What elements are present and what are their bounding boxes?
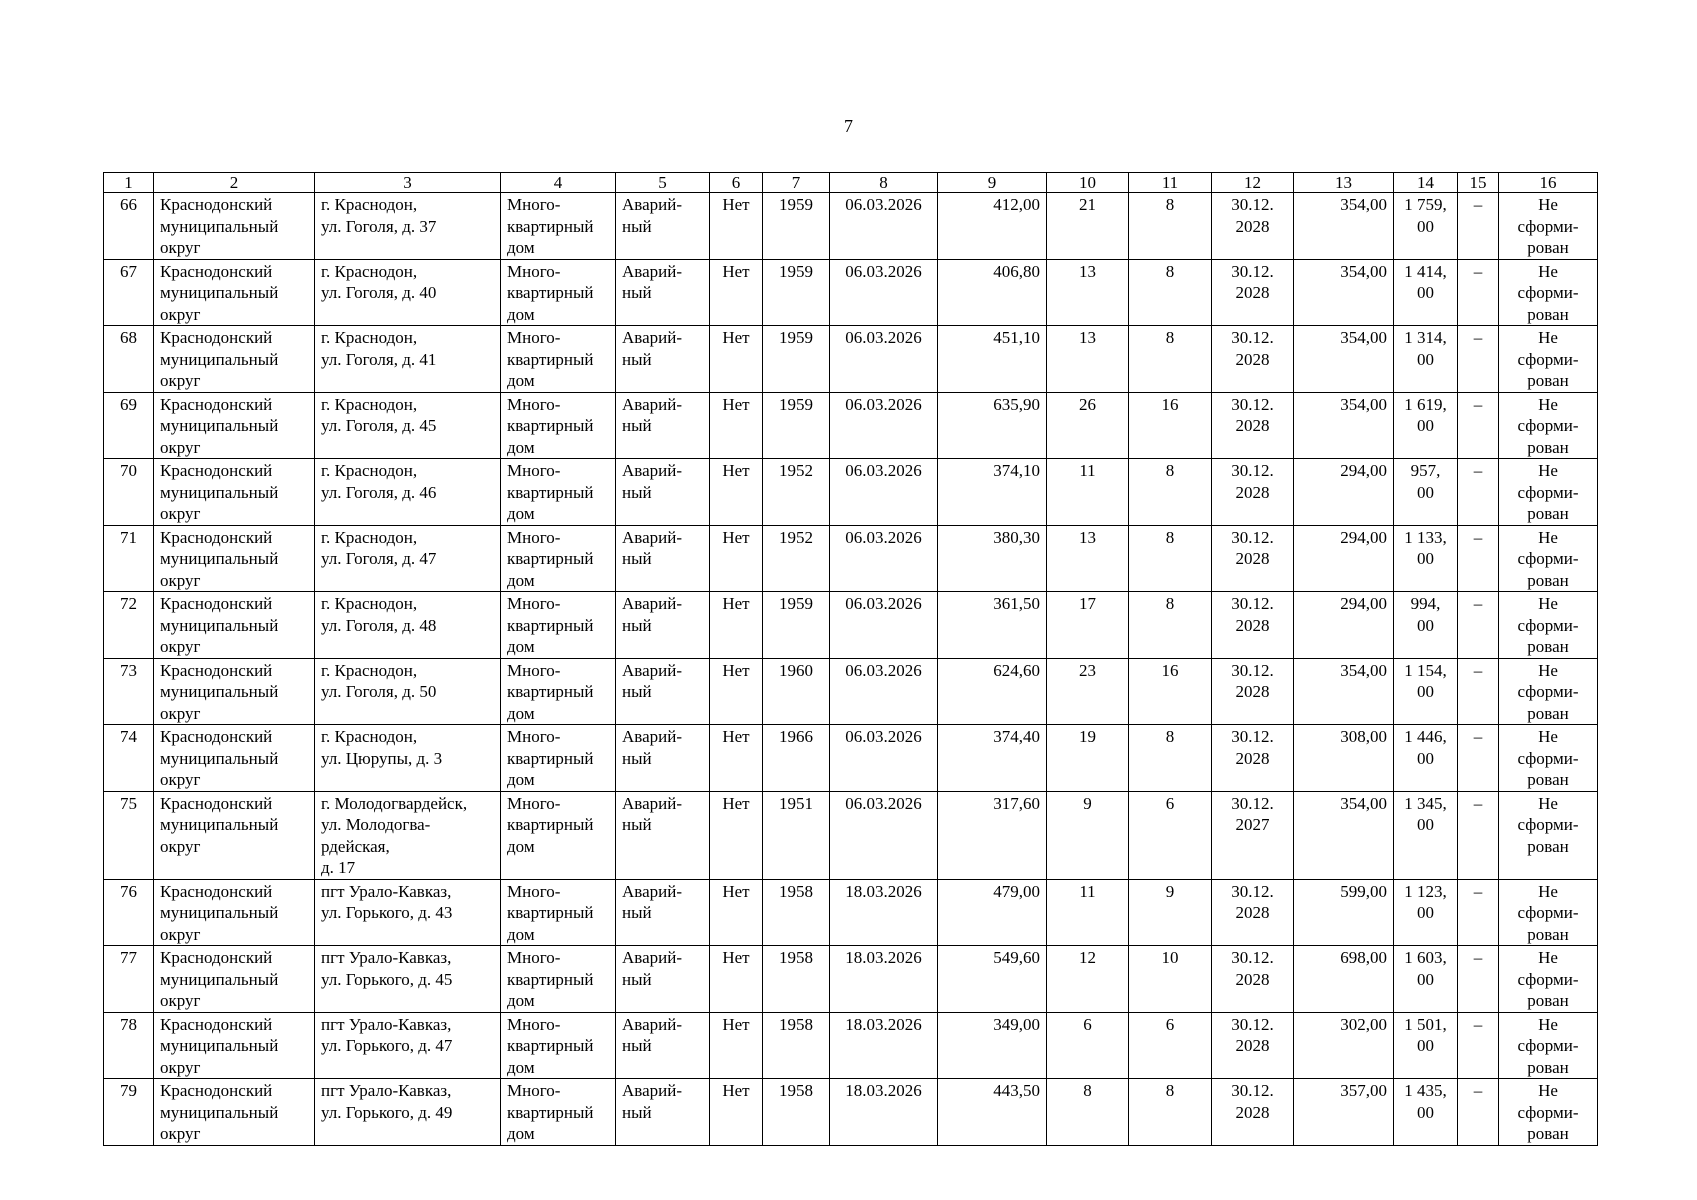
cell-status: Не сформи- рован (1499, 326, 1598, 393)
cell-cost: 354,00 (1294, 259, 1394, 326)
table-row (104, 326, 1598, 393)
cell-total: 1 123, 00 (1394, 879, 1458, 946)
cell-count-b: 10 (1129, 946, 1212, 1013)
column-header: 16 (1499, 173, 1598, 193)
cell-flag: Нет (710, 946, 763, 1013)
table-row (104, 725, 1598, 792)
cell-count-a: 12 (1047, 946, 1129, 1013)
column-header: 9 (938, 173, 1047, 193)
cell-condition: Аварий- ный (616, 1079, 710, 1146)
cell-note: – (1458, 1012, 1499, 1079)
cell-flag: Нет (710, 459, 763, 526)
cell-row-number: 71 (104, 525, 154, 592)
cell-flag: Нет (710, 392, 763, 459)
cell-municipality: Краснодонский муниципальный округ (154, 791, 315, 879)
cell-date: 06.03.2026 (830, 525, 938, 592)
header-row (104, 173, 1598, 193)
cell-flag: Нет (710, 592, 763, 659)
cell-deadline: 30.12. 2028 (1212, 946, 1294, 1013)
column-header: 14 (1394, 173, 1458, 193)
cell-address: пгт Урало-Кавказ, ул. Горького, д. 49 (315, 1079, 501, 1146)
cell-cost: 354,00 (1294, 193, 1394, 260)
cell-condition: Аварий- ный (616, 1012, 710, 1079)
cell-building-type: Много- квартирный дом (501, 525, 616, 592)
cell-year-built: 1960 (763, 658, 830, 725)
cell-status: Не сформи- рован (1499, 259, 1598, 326)
table-row (104, 592, 1598, 659)
cell-building-type: Много- квартирный дом (501, 259, 616, 326)
cell-condition: Аварий- ный (616, 326, 710, 393)
cell-count-a: 13 (1047, 525, 1129, 592)
cell-deadline: 30.12. 2028 (1212, 879, 1294, 946)
cell-note: – (1458, 392, 1499, 459)
cell-building-type: Много- квартирный дом (501, 791, 616, 879)
cell-address: пгт Урало-Кавказ, ул. Горького, д. 45 (315, 946, 501, 1013)
cell-flag: Нет (710, 1012, 763, 1079)
cell-status: Не сформи- рован (1499, 1079, 1598, 1146)
cell-count-b: 6 (1129, 791, 1212, 879)
table-row (104, 193, 1598, 260)
cell-address: г. Молодогвардейск, ул. Молодогва- рдейская, д. 17 (315, 791, 501, 879)
table-body (104, 193, 1598, 1146)
cell-area: 317,60 (938, 791, 1047, 879)
cell-flag: Нет (710, 259, 763, 326)
cell-note: – (1458, 259, 1499, 326)
cell-condition: Аварий- ный (616, 592, 710, 659)
cell-count-b: 16 (1129, 392, 1212, 459)
cell-municipality: Краснодонский муниципальный округ (154, 1012, 315, 1079)
cell-cost: 294,00 (1294, 592, 1394, 659)
column-header: 7 (763, 173, 830, 193)
cell-count-b: 8 (1129, 459, 1212, 526)
cell-count-b: 8 (1129, 326, 1212, 393)
cell-municipality: Краснодонский муниципальный округ (154, 259, 315, 326)
cell-deadline: 30.12. 2028 (1212, 326, 1294, 393)
cell-municipality: Краснодонский муниципальный округ (154, 193, 315, 260)
cell-date: 18.03.2026 (830, 946, 938, 1013)
cell-status: Не сформи- рован (1499, 658, 1598, 725)
cell-count-a: 11 (1047, 879, 1129, 946)
cell-flag: Нет (710, 1079, 763, 1146)
cell-building-type: Много- квартирный дом (501, 879, 616, 946)
column-header: 8 (830, 173, 938, 193)
cell-status: Не сформи- рован (1499, 459, 1598, 526)
cell-cost: 302,00 (1294, 1012, 1394, 1079)
cell-note: – (1458, 1079, 1499, 1146)
cell-area: 412,00 (938, 193, 1047, 260)
cell-deadline: 30.12. 2027 (1212, 791, 1294, 879)
cell-flag: Нет (710, 326, 763, 393)
cell-municipality: Краснодонский муниципальный округ (154, 725, 315, 792)
cell-flag: Нет (710, 725, 763, 792)
cell-count-a: 11 (1047, 459, 1129, 526)
cell-note: – (1458, 879, 1499, 946)
cell-count-b: 8 (1129, 1079, 1212, 1146)
cell-note: – (1458, 525, 1499, 592)
cell-year-built: 1966 (763, 725, 830, 792)
cell-row-number: 72 (104, 592, 154, 659)
cell-area: 443,50 (938, 1079, 1047, 1146)
cell-deadline: 30.12. 2028 (1212, 459, 1294, 526)
cell-building-type: Много- квартирный дом (501, 1012, 616, 1079)
cell-deadline: 30.12. 2028 (1212, 392, 1294, 459)
cell-deadline: 30.12. 2028 (1212, 725, 1294, 792)
cell-area: 406,80 (938, 259, 1047, 326)
cell-deadline: 30.12. 2028 (1212, 525, 1294, 592)
cell-note: – (1458, 946, 1499, 1013)
cell-condition: Аварий- ный (616, 193, 710, 260)
cell-row-number: 66 (104, 193, 154, 260)
cell-area: 624,60 (938, 658, 1047, 725)
cell-building-type: Много- квартирный дом (501, 193, 616, 260)
cell-building-type: Много- квартирный дом (501, 946, 616, 1013)
cell-date: 06.03.2026 (830, 459, 938, 526)
cell-building-type: Много- квартирный дом (501, 392, 616, 459)
cell-address: пгт Урало-Кавказ, ул. Горького, д. 43 (315, 879, 501, 946)
cell-municipality: Краснодонский муниципальный округ (154, 1079, 315, 1146)
cell-total: 957, 00 (1394, 459, 1458, 526)
cell-date: 18.03.2026 (830, 1079, 938, 1146)
cell-status: Не сформи- рован (1499, 1012, 1598, 1079)
column-header: 2 (154, 173, 315, 193)
column-header: 13 (1294, 173, 1394, 193)
cell-status: Не сформи- рован (1499, 791, 1598, 879)
cell-count-a: 17 (1047, 592, 1129, 659)
cell-status: Не сформи- рован (1499, 725, 1598, 792)
cell-address: г. Краснодон, ул. Гоголя, д. 40 (315, 259, 501, 326)
cell-cost: 354,00 (1294, 326, 1394, 393)
cell-count-b: 8 (1129, 725, 1212, 792)
table-row (104, 658, 1598, 725)
cell-count-b: 8 (1129, 525, 1212, 592)
column-header: 3 (315, 173, 501, 193)
cell-note: – (1458, 658, 1499, 725)
cell-area: 479,00 (938, 879, 1047, 946)
cell-building-type: Много- квартирный дом (501, 1079, 616, 1146)
cell-date: 18.03.2026 (830, 1012, 938, 1079)
cell-date: 06.03.2026 (830, 326, 938, 393)
cell-note: – (1458, 791, 1499, 879)
cell-count-a: 6 (1047, 1012, 1129, 1079)
cell-count-a: 19 (1047, 725, 1129, 792)
cell-condition: Аварий- ный (616, 725, 710, 792)
cell-count-a: 9 (1047, 791, 1129, 879)
cell-area: 349,00 (938, 1012, 1047, 1079)
cell-year-built: 1951 (763, 791, 830, 879)
cell-count-a: 13 (1047, 259, 1129, 326)
cell-note: – (1458, 193, 1499, 260)
table-row (104, 459, 1598, 526)
column-header: 5 (616, 173, 710, 193)
cell-area: 635,90 (938, 392, 1047, 459)
cell-cost: 354,00 (1294, 791, 1394, 879)
cell-building-type: Много- квартирный дом (501, 725, 616, 792)
cell-count-b: 8 (1129, 259, 1212, 326)
cell-flag: Нет (710, 525, 763, 592)
cell-row-number: 73 (104, 658, 154, 725)
cell-total: 1 619, 00 (1394, 392, 1458, 459)
cell-year-built: 1959 (763, 193, 830, 260)
cell-date: 06.03.2026 (830, 725, 938, 792)
cell-building-type: Много- квартирный дом (501, 459, 616, 526)
cell-row-number: 76 (104, 879, 154, 946)
cell-address: г. Краснодон, ул. Гоголя, д. 45 (315, 392, 501, 459)
column-header: 1 (104, 173, 154, 193)
cell-row-number: 75 (104, 791, 154, 879)
table-row (104, 791, 1598, 879)
cell-row-number: 69 (104, 392, 154, 459)
cell-total: 1 759, 00 (1394, 193, 1458, 260)
cell-cost: 294,00 (1294, 459, 1394, 526)
cell-cost: 294,00 (1294, 525, 1394, 592)
cell-count-b: 6 (1129, 1012, 1212, 1079)
column-header: 4 (501, 173, 616, 193)
cell-municipality: Краснодонский муниципальный округ (154, 879, 315, 946)
table-row (104, 392, 1598, 459)
cell-condition: Аварий- ный (616, 879, 710, 946)
cell-date: 06.03.2026 (830, 658, 938, 725)
cell-condition: Аварий- ный (616, 791, 710, 879)
cell-cost: 357,00 (1294, 1079, 1394, 1146)
cell-deadline: 30.12. 2028 (1212, 1079, 1294, 1146)
cell-area: 374,40 (938, 725, 1047, 792)
cell-address: пгт Урало-Кавказ, ул. Горького, д. 47 (315, 1012, 501, 1079)
cell-total: 1 446, 00 (1394, 725, 1458, 792)
cell-address: г. Краснодон, ул. Гоголя, д. 48 (315, 592, 501, 659)
cell-status: Не сформи- рован (1499, 392, 1598, 459)
cell-condition: Аварий- ный (616, 658, 710, 725)
table-row (104, 259, 1598, 326)
cell-deadline: 30.12. 2028 (1212, 658, 1294, 725)
cell-municipality: Краснодонский муниципальный округ (154, 392, 315, 459)
cell-area: 549,60 (938, 946, 1047, 1013)
cell-area: 380,30 (938, 525, 1047, 592)
cell-condition: Аварий- ный (616, 459, 710, 526)
cell-deadline: 30.12. 2028 (1212, 592, 1294, 659)
cell-building-type: Много- квартирный дом (501, 658, 616, 725)
cell-note: – (1458, 592, 1499, 659)
column-header: 11 (1129, 173, 1212, 193)
cell-row-number: 79 (104, 1079, 154, 1146)
cell-count-a: 26 (1047, 392, 1129, 459)
cell-total: 1 345, 00 (1394, 791, 1458, 879)
cell-date: 06.03.2026 (830, 259, 938, 326)
cell-note: – (1458, 725, 1499, 792)
cell-total: 1 603, 00 (1394, 946, 1458, 1013)
cell-year-built: 1958 (763, 946, 830, 1013)
cell-flag: Нет (710, 879, 763, 946)
cell-flag: Нет (710, 658, 763, 725)
cell-note: – (1458, 459, 1499, 526)
column-header: 10 (1047, 173, 1129, 193)
cell-date: 06.03.2026 (830, 791, 938, 879)
cell-area: 361,50 (938, 592, 1047, 659)
cell-building-type: Много- квартирный дом (501, 592, 616, 659)
cell-year-built: 1959 (763, 392, 830, 459)
cell-municipality: Краснодонский муниципальный округ (154, 592, 315, 659)
page-number: 7 (844, 116, 853, 136)
column-header: 12 (1212, 173, 1294, 193)
cell-address: г. Краснодон, ул. Гоголя, д. 50 (315, 658, 501, 725)
cell-year-built: 1952 (763, 459, 830, 526)
cell-total: 1 314, 00 (1394, 326, 1458, 393)
cell-building-type: Много- квартирный дом (501, 326, 616, 393)
cell-year-built: 1958 (763, 1012, 830, 1079)
cell-year-built: 1958 (763, 1079, 830, 1146)
cell-year-built: 1959 (763, 592, 830, 659)
cell-address: г. Краснодон, ул. Гоголя, д. 41 (315, 326, 501, 393)
cell-flag: Нет (710, 193, 763, 260)
cell-flag: Нет (710, 791, 763, 879)
cell-count-a: 13 (1047, 326, 1129, 393)
cell-municipality: Краснодонский муниципальный округ (154, 946, 315, 1013)
cell-total: 1 414, 00 (1394, 259, 1458, 326)
cell-row-number: 77 (104, 946, 154, 1013)
cell-cost: 599,00 (1294, 879, 1394, 946)
cell-count-a: 8 (1047, 1079, 1129, 1146)
cell-date: 06.03.2026 (830, 592, 938, 659)
cell-condition: Аварий- ный (616, 392, 710, 459)
cell-status: Не сформи- рован (1499, 525, 1598, 592)
cell-cost: 308,00 (1294, 725, 1394, 792)
cell-row-number: 67 (104, 259, 154, 326)
cell-area: 451,10 (938, 326, 1047, 393)
cell-municipality: Краснодонский муниципальный округ (154, 658, 315, 725)
cell-address: г. Краснодон, ул. Гоголя, д. 37 (315, 193, 501, 260)
cell-total: 1 133, 00 (1394, 525, 1458, 592)
cell-count-a: 21 (1047, 193, 1129, 260)
cell-address: г. Краснодон, ул. Гоголя, д. 47 (315, 525, 501, 592)
cell-status: Не сформи- рован (1499, 592, 1598, 659)
cell-row-number: 74 (104, 725, 154, 792)
table-row (104, 1079, 1598, 1146)
cell-count-b: 8 (1129, 193, 1212, 260)
cell-year-built: 1959 (763, 326, 830, 393)
cell-total: 994, 00 (1394, 592, 1458, 659)
column-header: 6 (710, 173, 763, 193)
cell-cost: 354,00 (1294, 658, 1394, 725)
housing-registry-table (103, 172, 1598, 1146)
cell-condition: Аварий- ный (616, 525, 710, 592)
cell-row-number: 68 (104, 326, 154, 393)
cell-count-a: 23 (1047, 658, 1129, 725)
cell-year-built: 1952 (763, 525, 830, 592)
table-row (104, 525, 1598, 592)
table-row (104, 1012, 1598, 1079)
cell-status: Не сформи- рован (1499, 193, 1598, 260)
cell-municipality: Краснодонский муниципальный округ (154, 459, 315, 526)
cell-municipality: Краснодонский муниципальный округ (154, 525, 315, 592)
cell-deadline: 30.12. 2028 (1212, 1012, 1294, 1079)
column-header: 15 (1458, 173, 1499, 193)
cell-address: г. Краснодон, ул. Гоголя, д. 46 (315, 459, 501, 526)
cell-note: – (1458, 326, 1499, 393)
cell-status: Не сформи- рован (1499, 879, 1598, 946)
cell-deadline: 30.12. 2028 (1212, 193, 1294, 260)
cell-cost: 354,00 (1294, 392, 1394, 459)
cell-count-b: 9 (1129, 879, 1212, 946)
cell-deadline: 30.12. 2028 (1212, 259, 1294, 326)
table-row (104, 946, 1598, 1013)
cell-date: 18.03.2026 (830, 879, 938, 946)
cell-total: 1 435, 00 (1394, 1079, 1458, 1146)
cell-condition: Аварий- ный (616, 259, 710, 326)
cell-year-built: 1959 (763, 259, 830, 326)
cell-total: 1 501, 00 (1394, 1012, 1458, 1079)
cell-condition: Аварий- ный (616, 946, 710, 1013)
cell-row-number: 70 (104, 459, 154, 526)
cell-count-b: 16 (1129, 658, 1212, 725)
cell-row-number: 78 (104, 1012, 154, 1079)
table-row (104, 879, 1598, 946)
cell-count-b: 8 (1129, 592, 1212, 659)
cell-total: 1 154, 00 (1394, 658, 1458, 725)
cell-status: Не сформи- рован (1499, 946, 1598, 1013)
cell-date: 06.03.2026 (830, 392, 938, 459)
cell-address: г. Краснодон, ул. Цюрупы, д. 3 (315, 725, 501, 792)
cell-area: 374,10 (938, 459, 1047, 526)
cell-date: 06.03.2026 (830, 193, 938, 260)
cell-year-built: 1958 (763, 879, 830, 946)
cell-municipality: Краснодонский муниципальный округ (154, 326, 315, 393)
cell-cost: 698,00 (1294, 946, 1394, 1013)
